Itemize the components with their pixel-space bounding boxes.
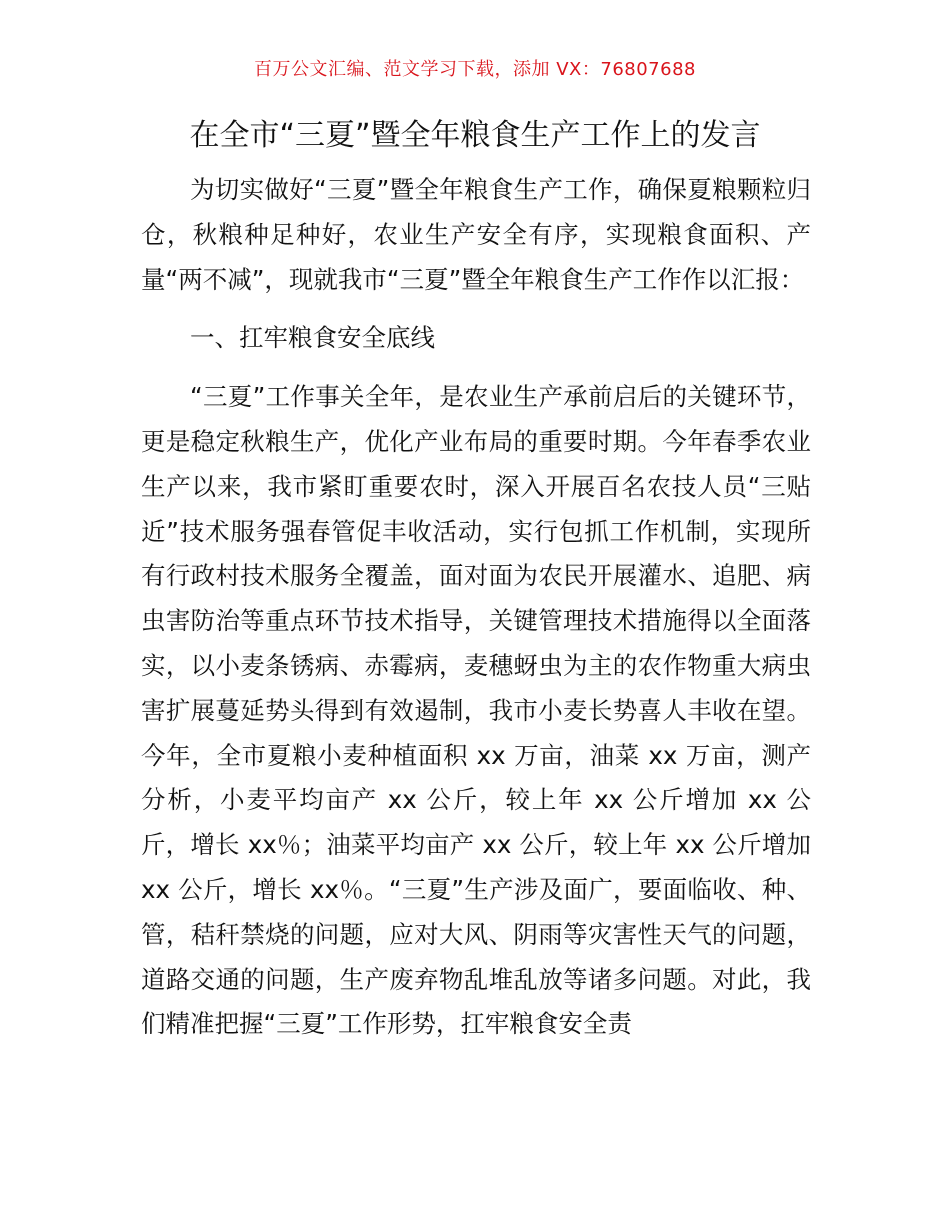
section-paragraph-1: “三夏”工作事关全年，是农业生产承前启后的关键环节，更是稳定秋粮生产，优化产业布局的重要时期。今年春季农业生产以来，我市紧盯重要农时，深入开展百名农技人员“三贴近”技术服务强春管促丰收活动，实行包抓工作机制，实现所有行政村技术服务全覆盖，面对面为农民开展灌水、追肥、病虫害防治等重点环节技术指导，关键管理技术措施得以全面落实，以小麦条锈病、赤霉病，麦穗蚜虫为主的农作物重大病虫害扩展蔓延势头得到有效遏制，我市小麦长势喜人丰收在望。今年，全市夏粮小麦种植面积 xx 万亩，油菜 xx 万亩，测产分析，小麦平均亩产 xx 公斤，较上年 xx 公斤增加 xx 公斤，增长 xx％；油菜平均亩产 xx 公斤，较上年 xx 公斤增加 xx 公斤，增长 xx％。“三夏”生产涉及面广，要面临收、种、管，秸秆禁烧的问题，应对大风、阴雨等灾害性天气的问题，道路交通的问题，生产废弃物乱堆乱放等诸多问题。对此，我们精准把握“三夏”工作形势，扛牢粮食安全责: [141, 382, 811, 1039]
intro-paragraph: 为切实做好“三夏”暨全年粮食生产工作，确保夏粮颗粒归仓，秋粮种足种好，农业生产安全有序，实现粮食面积、产量“两不减”，现就我市“三夏”暨全年粮食生产工作作以汇报：: [141, 175, 811, 294]
watermark-banner: 百万公文汇编、范文学习下载，添加 VX：76807688: [254, 59, 696, 80]
document-body: [141, 168, 811, 1047]
section-heading-1: 一、扛牢粮食安全底线: [190, 323, 435, 353]
document-title: 在全市“三夏”暨全年粮食生产工作上的发言: [189, 118, 761, 153]
